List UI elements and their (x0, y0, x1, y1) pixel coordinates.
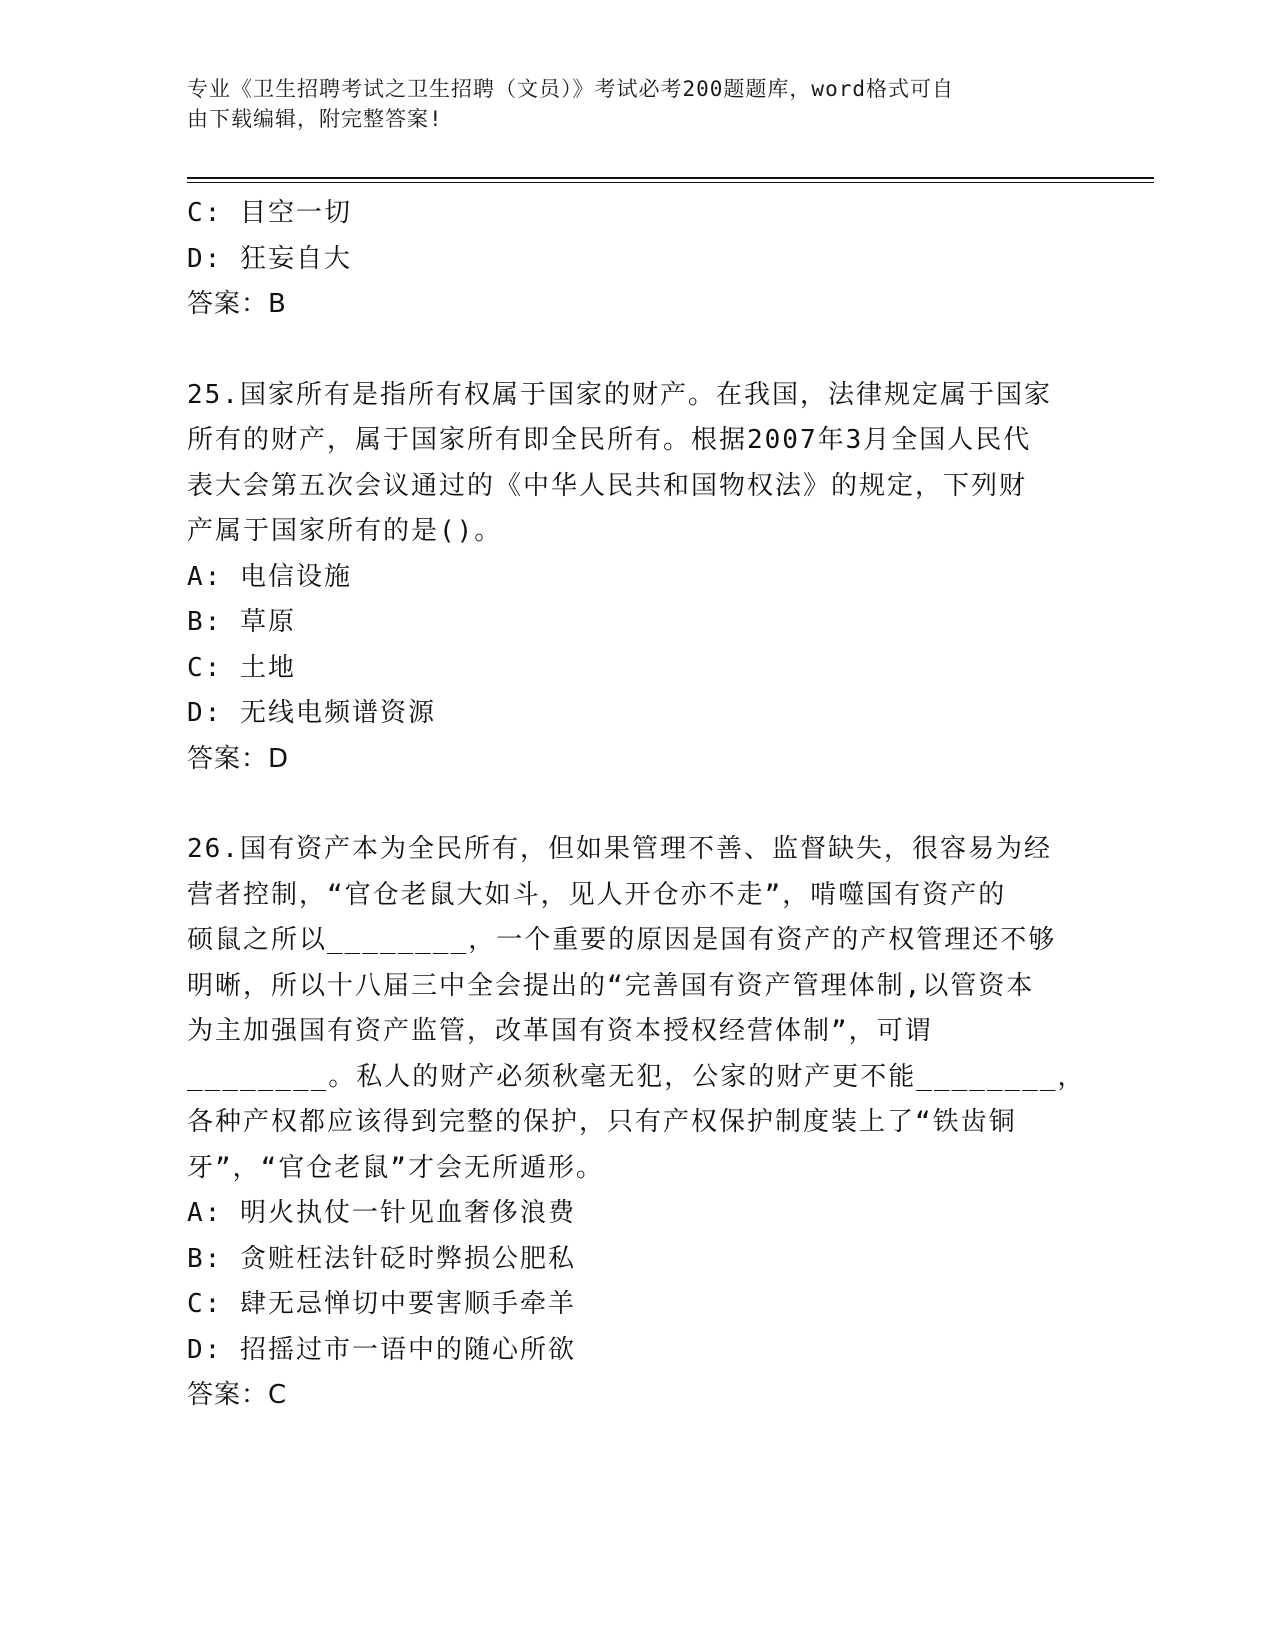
question-stem-line: 为主加强国有资产监管，改革国有资本授权经营体制”，可谓 (187, 1016, 933, 1046)
question-stem-line: 明晰，所以十八届三中全会提出的“完善国有资产管理体制,以管资本 (187, 970, 1035, 1001)
answer-line: 答案：D (187, 743, 290, 774)
option-c: C: 目空一切 (187, 198, 352, 228)
option-d: D: 无线电频谱资源 (187, 698, 436, 728)
option-c: C: 土地 (187, 652, 296, 683)
question-stem-line: 营者控制，“官仓老鼠大如斗，见人开仓亦不走”，啃噬国有资产的 (187, 879, 1007, 910)
answer-line: 答案：C (187, 1380, 288, 1410)
option-d: D: 招摇过市一语中的随心所欲 (187, 1334, 576, 1365)
question-stem-line: 牙”，“官仓老鼠”才会无所遁形。 (187, 1152, 604, 1183)
question-spacer (187, 782, 1087, 827)
question-stem-line: 硕鼠之所以________，一个重要的原因是国有资产的产权管理还不够 (187, 925, 1057, 955)
header-divider-thin (187, 182, 1154, 183)
answer-line: 答案：B (187, 289, 287, 319)
question-26 (187, 827, 1087, 1419)
option-b: B: 贪赃枉法针砭时弊损公肥私 (187, 1243, 576, 1274)
question-stem-line: ________。私人的财产必须秋毫无犯，公家的财产更不能________， (187, 1061, 1086, 1092)
option-c: C: 肆无忌惮切中要害顺手牵羊 (187, 1289, 576, 1319)
option-b: B: 草原 (187, 607, 296, 637)
header-line-1: 专业《卫生招聘考试之卫生招聘（文员）》考试必考200题题库，word格式可自 (187, 77, 954, 101)
question-25 (187, 373, 1087, 783)
question-stem-line: 25.国家所有是指所有权属于国家的财产。在我国，法律规定属于国家 (187, 379, 1052, 410)
question-stem-line: 所有的财产，属于国家所有即全民所有。根据2007年3月全国人民代 (187, 425, 1032, 455)
header-divider-thick (187, 177, 1154, 179)
header-line-2: 由下载编辑，附完整答案! (187, 107, 443, 131)
document-header (187, 74, 1077, 134)
question-stem-line: 26.国有资产本为全民所有，但如果管理不善、监督缺失，很容易为经 (187, 834, 1052, 864)
question-content (187, 191, 1087, 1419)
question-stem-line: 各种产权都应该得到完整的保护，只有产权保护制度装上了“铁齿铜 (187, 1107, 1017, 1137)
option-d: D: 狂妄自大 (187, 243, 352, 274)
option-a: A: 明火执仗一针见血奢侈浪费 (187, 1198, 576, 1228)
question-stem-line: 表大会第五次会议通过的《中华人民共和国物权法》的规定，下列财 (187, 470, 1028, 501)
question-stem-line: 产属于国家所有的是()。 (187, 516, 503, 546)
question-spacer (187, 328, 1087, 373)
option-a: A: 电信设施 (187, 561, 352, 592)
previous-question-tail (187, 191, 1087, 328)
